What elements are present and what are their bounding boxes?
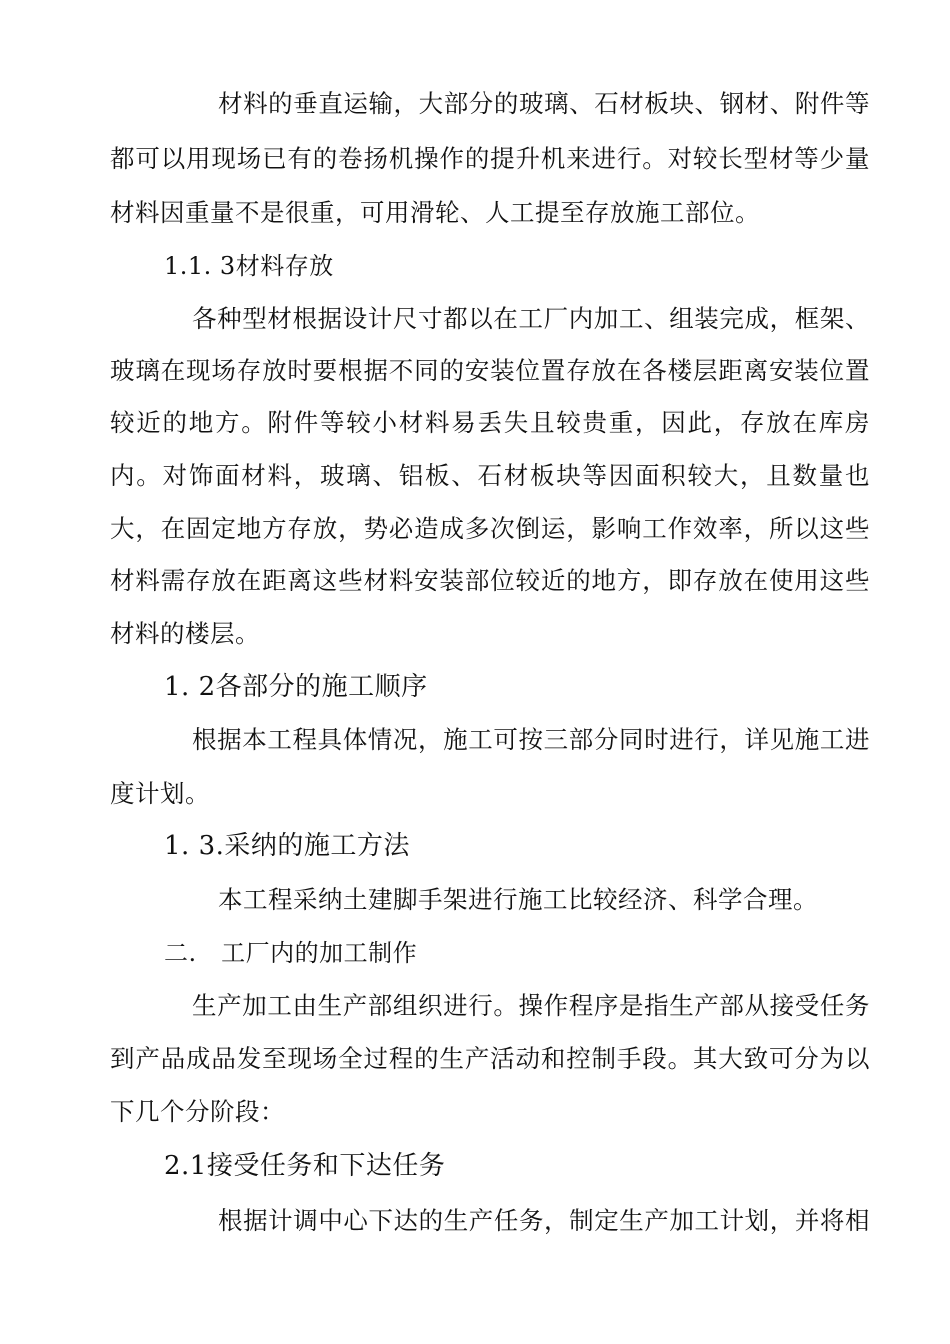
paragraph-line-10: 材料需存放在距离这些材料安装部位较近的地方，即存放在使用这些 [110,566,870,595]
paragraph-line-18: 生产加工由生产部组织进行。操作程序是指生产部从接受任务 [192,991,870,1020]
paragraph-line-16: 本工程采纳土建脚手架进行施工比较经济、科学合理。 [218,885,818,914]
paragraph-line-1: 材料的垂直运输，大部分的玻璃、石材板块、钢材、附件等 [218,89,870,118]
paragraph-line-5: 各种型材根据设计尺寸都以在工厂内加工、组装完成，框架、 [192,304,870,333]
paragraph-line-14: 度计划。 [110,779,210,808]
paragraph-line-2: 都可以用现场已有的卷扬机操作的提升机来进行。对较长型材等少量 [110,144,870,173]
section-heading-1-1-3: 1.1. 3材料存放 [164,252,334,280]
paragraph-line-7: 较近的地方。附件等较小材料易丢失且较贵重，因此，存放在库房 [110,408,870,437]
section-heading-1-3: 1. 3.采纳的施工方法 [164,831,410,861]
section-heading-1-2: 1. 2各部分的施工顺序 [164,672,428,702]
paragraph-line-13: 根据本工程具体情况，施工可按三部分同时进行，详见施工进 [192,725,870,754]
paragraph-line-11: 材料的楼层。 [110,619,260,648]
paragraph-line-20: 下几个分阶段： [110,1097,285,1126]
paragraph-line-3: 材料因重量不是很重，可用滑轮、人工提至存放施工部位。 [110,198,760,227]
paragraph-line-8: 内。对饰面材料，玻璃、铝板、石材板块等因面积较大，且数量也 [110,461,870,490]
section-heading-2: 二. 工厂内的加工制作 [164,939,418,967]
paragraph-line-22: 根据计调中心下达的生产任务，制定生产加工计划，并将相 [218,1206,870,1235]
paragraph-line-9: 大，在固定地方存放，势必造成多次倒运，影响工作效率，所以这些 [110,514,870,543]
section-heading-2-1: 2.1接受任务和下达任务 [164,1151,446,1181]
paragraph-line-19: 到产品成品发至现场全过程的生产活动和控制手段。其大致可分为以 [110,1044,870,1073]
paragraph-line-6: 玻璃在现场存放时要根据不同的安装位置存放在各楼层距离安装位置 [110,356,870,385]
